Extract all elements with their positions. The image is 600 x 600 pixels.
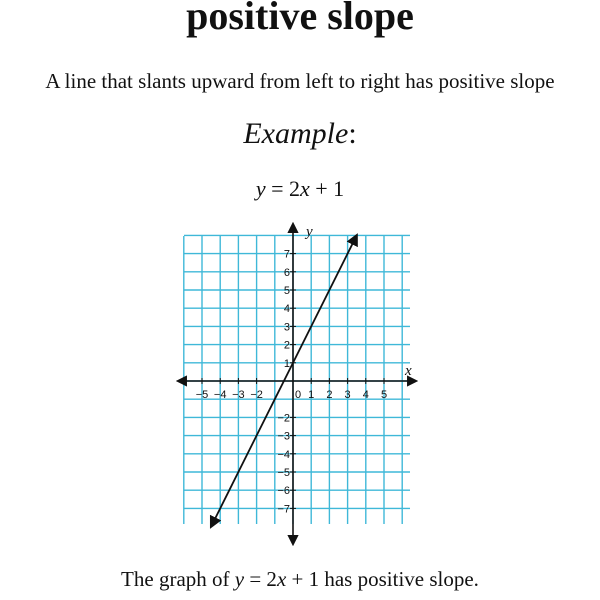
y-tick-label: 2 <box>283 339 290 352</box>
x-tick-label: 5 <box>380 389 388 401</box>
x-axis-label: x <box>405 363 412 379</box>
y-tick-label: −2 <box>277 412 290 425</box>
y-tick-label: −5 <box>277 467 290 479</box>
equation-x: x <box>300 176 310 201</box>
equation-eq: = 2 <box>265 176 300 201</box>
y-tick-label: −6 <box>277 485 290 498</box>
coordinate-graph <box>176 222 420 548</box>
x-tick-label: −4 <box>213 389 227 401</box>
grid <box>184 235 410 524</box>
caption-prefix: The graph of <box>121 567 235 591</box>
x-tick-label: 2 <box>326 389 333 401</box>
x-tick-label: −5 <box>195 389 209 401</box>
y-tick-label: −4 <box>277 448 290 461</box>
caption-mid: = 2 <box>244 567 277 591</box>
y-tick-label: 1 <box>283 357 290 370</box>
x-tick-label: 3 <box>344 389 351 401</box>
origin-label: 0 <box>295 389 302 401</box>
y-axis-label: y <box>306 224 313 240</box>
caption <box>0 566 600 592</box>
y-tick-label: 6 <box>283 266 290 279</box>
x-tick-label: −2 <box>250 389 263 401</box>
example-label <box>0 116 600 152</box>
caption-x: x <box>276 567 287 591</box>
y-tick-label: 7 <box>283 248 290 261</box>
caption-y: y <box>234 567 245 591</box>
y-tick-label: 4 <box>283 303 290 316</box>
x-tick-label: 1 <box>308 389 315 401</box>
y-tick-label: −3 <box>277 430 290 443</box>
x-tick-label: −3 <box>232 389 245 401</box>
definition-text: A line that slants upward from left to right has positive slope <box>45 69 555 93</box>
equation <box>0 176 600 202</box>
example-colon: : <box>348 117 357 150</box>
page-title: positive slope <box>186 0 414 38</box>
equation-y: y <box>255 176 266 201</box>
equation-rest: + 1 <box>309 176 345 201</box>
caption-suffix: + 1 has positive slope. <box>286 567 479 591</box>
y-tick-label: 3 <box>283 321 290 334</box>
x-tick-label: 4 <box>362 389 369 401</box>
y-tick-label: 5 <box>283 285 290 297</box>
example-word: Example <box>243 117 349 150</box>
y-tick-label: −7 <box>277 503 290 516</box>
